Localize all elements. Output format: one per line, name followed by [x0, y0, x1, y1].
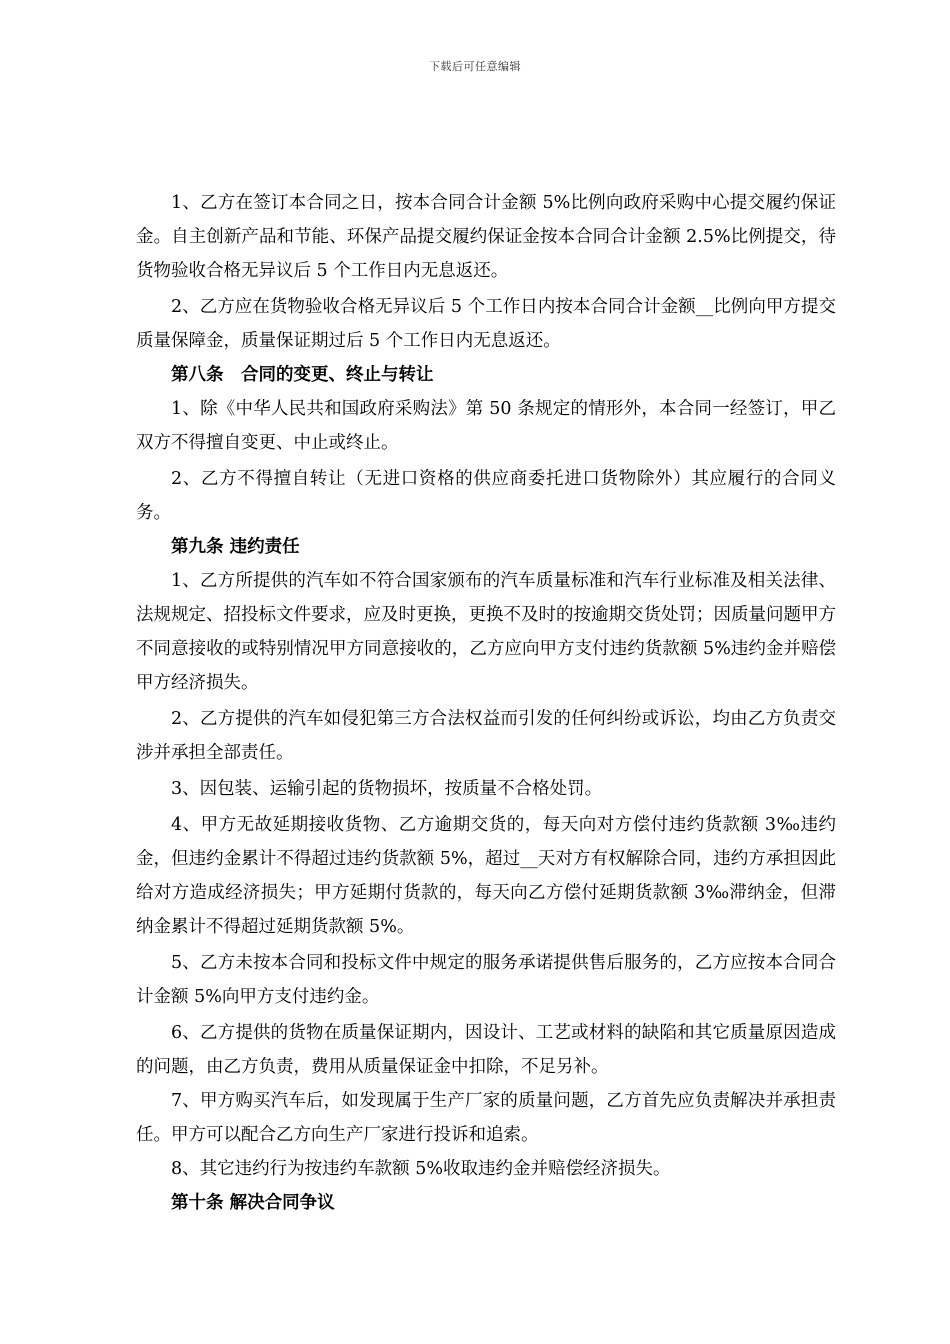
clause-9-item-7: 7、甲方购买汽车后，如发现属于生产厂家的质量问题，乙方首先应负责解决并承担责任。甲方可以配合乙方向生产厂家进行投诉和追索。: [136, 1091, 836, 1145]
section-heading-article-10: 第十条 解决合同争议: [171, 1193, 335, 1213]
clause-9-item-5: 5、乙方未按本合同和投标文件中规定的服务承诺提供售后服务的，乙方应按本合同合计金额 5%向甲方支付违约金。: [136, 953, 836, 1007]
clause-8-item-1: 1、除《中华人民共和国政府采购法》第 50 条规定的情形外，本合同一经签订，甲乙双方不得擅自变更、中止或终止。: [136, 399, 836, 453]
clause-9-item-2: 2、乙方提供的汽车如侵犯第三方合法权益而引发的任何纠纷或诉讼，均由乙方负责交涉并承担全部责任。: [136, 709, 836, 763]
clause-7-item-2: 2、乙方应在货物验收合格无异议后 5 个工作日内按本合同合计金额__比例向甲方提交质量保障金，质量保证期过后 5 个工作日内无息返还。: [136, 297, 836, 351]
document-body: [136, 186, 836, 1220]
clause-9-item-6: 6、乙方提供的货物在质量保证期内，因设计、工艺或材料的缺陷和其它质量原因造成的问题，由乙方负责，费用从质量保证金中扣除，不足另补。: [136, 1023, 836, 1077]
clause-9-item-3: 3、因包装、运输引起的货物损坏，按质量不合格处罚。: [171, 779, 603, 799]
clause-8-item-2: 2、乙方不得擅自转让（无进口资格的供应商委托进口货物除外）其应履行的合同义务。: [136, 469, 836, 523]
section-heading-article-9: 第九条 违约责任: [171, 537, 300, 557]
clause-9-item-4: 4、甲方无故延期接收货物、乙方逾期交货的，每天向对方偿付违约货款额 3‰违约金，但违约金累计不得超过违约货款额 5%，超过__天对方有权解除合同，违约方承担因此给对方造成经济损失；甲方延期付货款的，每天向乙方偿付延期货款额 3‰滞纳金，但滞纳金累计不得超过延期货款额 5%。: [136, 815, 836, 937]
section-heading-article-8: 第八条 合同的变更、终止与转让: [171, 365, 434, 385]
clause-7-item-1: 1、乙方在签订本合同之日，按本合同合计金额 5%比例向政府采购中心提交履约保证金。自主创新产品和节能、环保产品提交履约保证金按本合同合计金额 2.5%比例提交，待货物验收合格无异议后 5 个工作日内无息返还。: [136, 193, 836, 281]
clause-9-item-1: 1、乙方所提供的汽车如不符合国家颁布的汽车质量标准和汽车行业标准及相关法律、法规规定、招投标文件要求，应及时更换，更换不及时的按逾期交货处罚；因质量问题甲方不同意接收的或特别情况甲方同意接收的，乙方应向甲方支付违约货款额 5%违约金并赔偿甲方经济损失。: [136, 571, 836, 693]
clause-9-item-8: 8、其它违约行为按违约车款额 5%收取违约金并赔偿经济损失。: [171, 1159, 671, 1179]
page-header: 下载后可任意编辑: [429, 60, 521, 73]
